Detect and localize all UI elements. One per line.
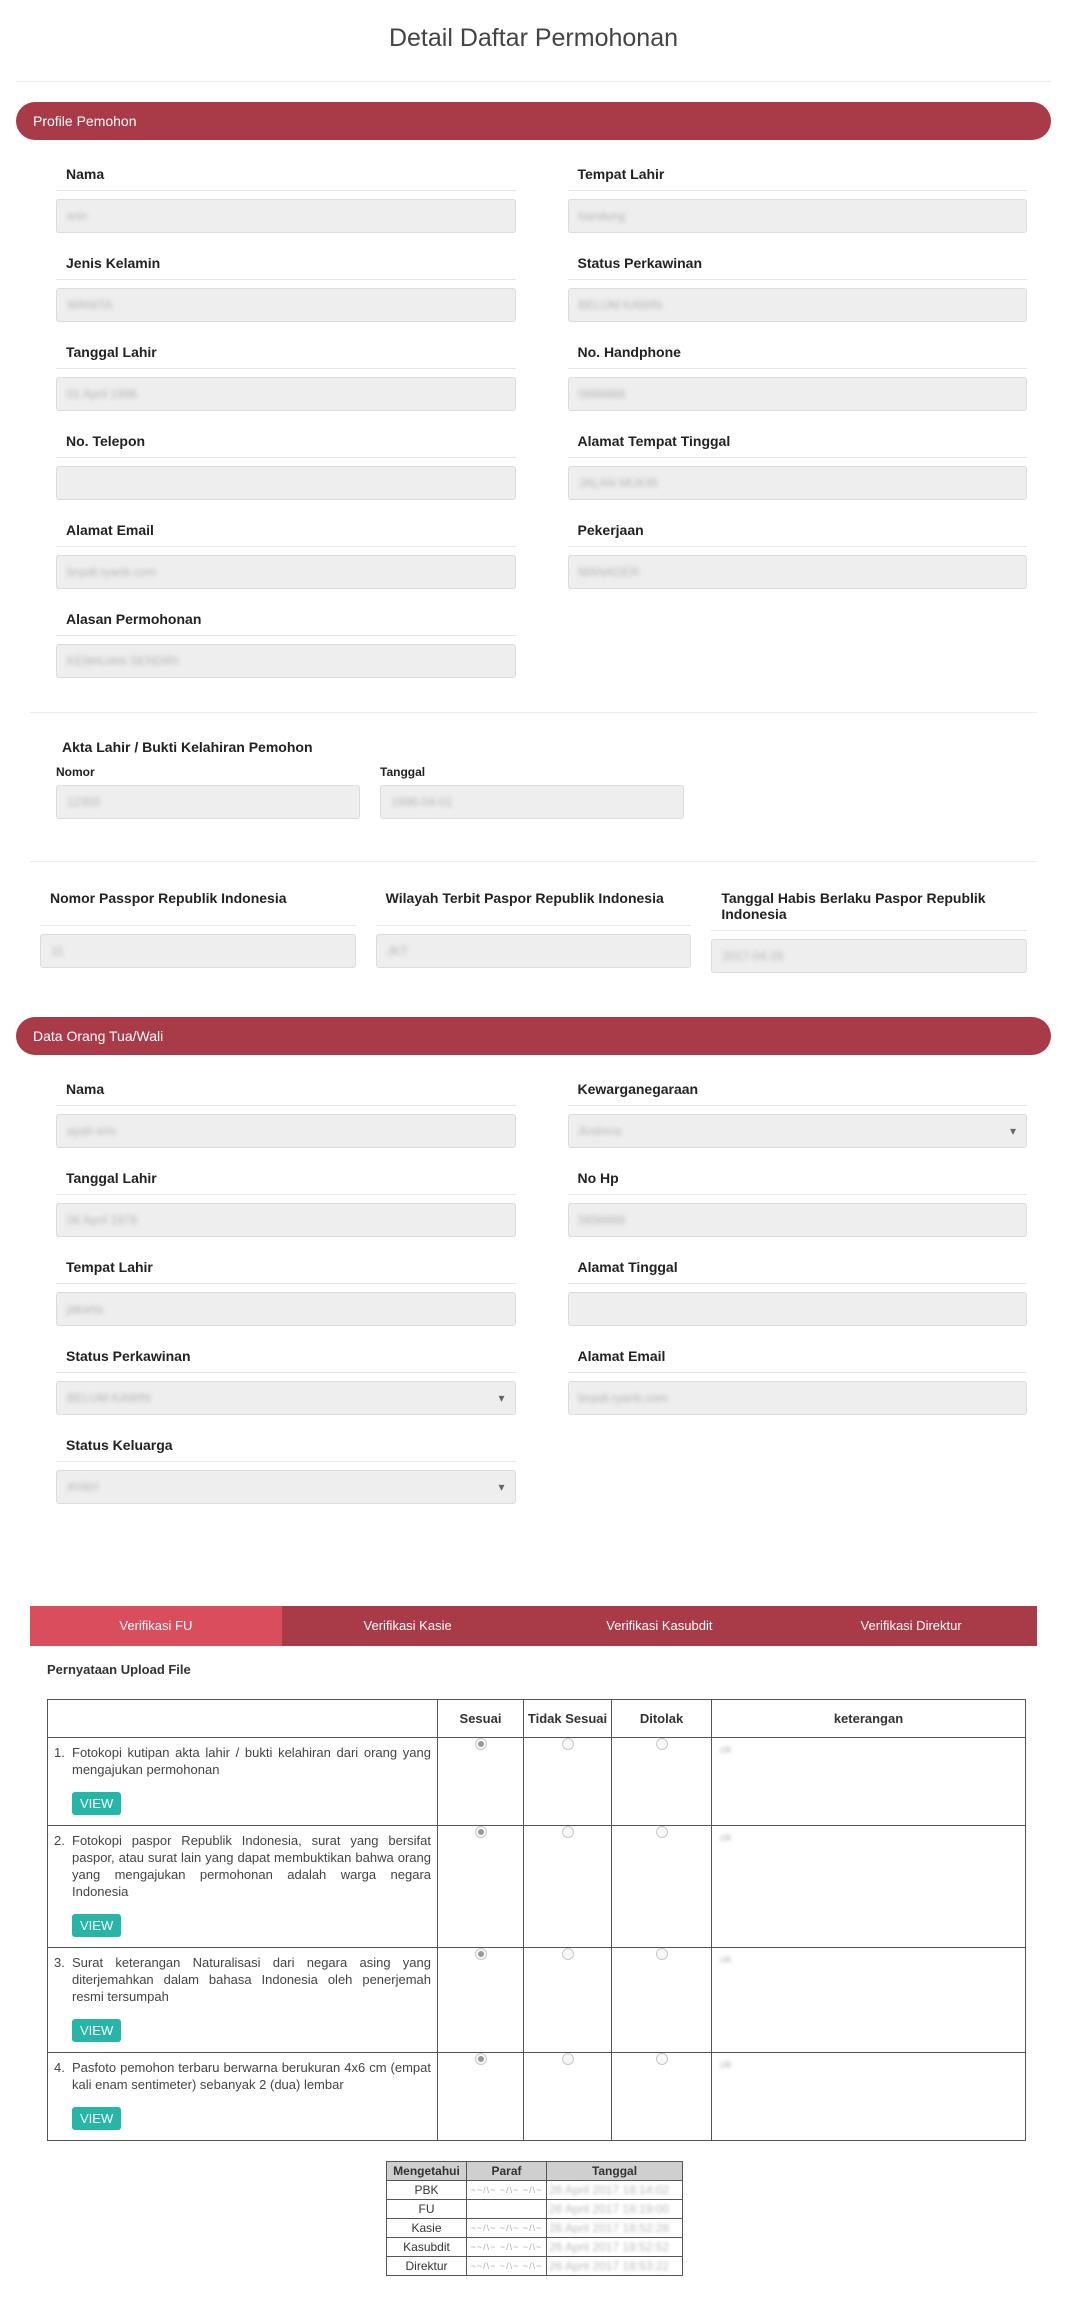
akta-nomor [56,765,360,819]
field-label: Tempat Lahir [568,166,1028,191]
doc-cell [48,2053,438,2141]
parent-no-hp-input[interactable]: 5656666 [568,1203,1028,1237]
keterangan-cell[interactable]: ok [712,1826,1026,1948]
field-alamat-tempat-tinggal [568,433,1028,500]
field-no-telepon [56,433,516,500]
parent-form [0,1081,1067,1526]
upload-table [47,1699,1026,2141]
passport-section [0,862,1067,1017]
tidak-sesuai-radio[interactable] [562,1948,574,1960]
approval-table [386,2161,683,2276]
doc-text: 2. Fotokopi paspor Republik Indonesia, surat yang bersifat paspor, atau surat lain yang dapat membuktikan bahwa orang yang mengajukan permohonan adalah warga negara Indonesia [54,1833,431,1899]
sesuai-cell [438,1738,524,1826]
field-label: Alamat Email [568,1348,1028,1373]
parent-right-column [568,1081,1028,1526]
approval-row [387,2257,683,2276]
table-row [48,2053,1026,2141]
approval-date: 26 April 2017 18:52:52 [547,2238,683,2257]
akta-nomor-input[interactable]: 12355 [56,785,360,819]
tidak-sesuai-cell [524,1948,612,2053]
field-label: Status Perkawinan [568,255,1028,280]
approval-role: Kasubdit [387,2238,467,2257]
field-parent-status-keluarga [56,1437,516,1504]
akta-tanggal-label: Tanggal [380,765,426,779]
table-row [48,1738,1026,1826]
no-telepon-input[interactable] [56,466,516,500]
field-label: No Hp [568,1170,1028,1195]
field-status-perkawinan [568,255,1028,322]
field-wilayah-terbit [376,890,692,995]
approval-header-row [387,2162,683,2181]
doc-text: 1. Fotokopi kutipan akta lahir / bukti kelahiran dari orang yang mengajukan permohonan [54,1745,431,1777]
field-tanggal-habis [711,890,1027,995]
doc-cell [48,1826,438,1948]
wilayah-terbit-input[interactable]: JKT [376,934,692,968]
field-label: Tanggal Lahir [56,344,516,369]
status-perkawinan-input[interactable]: BELUM KAWIN [568,288,1028,322]
approval-role: FU [387,2200,467,2219]
tidak-sesuai-cell [524,2053,612,2141]
view-button[interactable]: VIEW [72,1792,121,1815]
table-header-row [48,1700,1026,1738]
field-label: No. Telepon [56,433,516,458]
field-parent-status-perkawinan [56,1348,516,1415]
header-doc [48,1700,438,1738]
field-parent-kewarganegaraan [568,1081,1028,1148]
sesuai-cell [438,1948,524,2053]
approval-date: 26 April 2017 18:52:28 [547,2219,683,2238]
parent-alamat-tinggal-input[interactable] [568,1292,1028,1326]
field-pekerjaan [568,522,1028,589]
field-label: Jenis Kelamin [56,255,516,280]
sesuai-radio[interactable] [475,1826,487,1838]
tab-verifikasi-fu[interactable]: Verifikasi FU [30,1606,282,1646]
parent-tanggal-lahir-input[interactable]: 06 April 1978 [56,1203,516,1237]
field-nama [56,166,516,233]
sesuai-radio[interactable] [475,1948,487,1960]
no-handphone-input[interactable]: 0888888 [568,377,1028,411]
field-tempat-lahir [568,166,1028,233]
table-row [48,1948,1026,2053]
akta-section [0,713,1067,861]
tidak-sesuai-cell [524,1826,612,1948]
approval-date: 26 April 2017 18:53:22 [547,2257,683,2276]
field-label: Alamat Email [56,522,516,547]
profile-left-column [56,166,516,700]
field-label: Pekerjaan [568,522,1028,547]
field-label: Nama [56,166,516,191]
approval-role: Direktur [387,2257,467,2276]
field-label: Alamat Tempat Tinggal [568,433,1028,458]
field-label: Kewarganegaraan [568,1081,1028,1106]
field-parent-alamat-email [568,1348,1028,1415]
sesuai-radio[interactable] [475,1738,487,1750]
akta-row [56,765,1011,819]
field-label: Tanggal Habis Berlaku Paspor Republik Indonesia [711,890,1027,931]
akta-nomor-label: Nomor [56,765,95,779]
field-alasan-permohonan [56,611,516,678]
header-tidak-sesuai: Tidak Sesuai [524,1700,612,1738]
doc-text: 3. Surat keterangan Naturalisasi dari negara asing yang diterjemahkan dalam bahasa Indonesia oleh penerjemah resmi tersumpah [54,1955,431,2004]
field-nomor-paspor [40,890,356,995]
table-row [48,1826,1026,1948]
field-label: Tempat Lahir [56,1259,516,1284]
ditolak-cell [612,2053,712,2141]
field-parent-alamat-tinggal [568,1259,1028,1326]
tanggal-habis-input[interactable]: 2017-04-26 [711,939,1027,973]
header-sesuai: Sesuai [438,1700,524,1738]
section-header-profile: Profile Pemohon [16,102,1051,140]
field-jenis-kelamin [56,255,516,322]
parent-kewarganegaraan-select[interactable]: Andorra ▾ [568,1114,1028,1148]
tab-verifikasi-kasubdit[interactable]: Verifikasi Kasubdit [606,1618,713,1633]
doc-cell [48,1948,438,2053]
signature: ~~/\~ ~/\~ ~/\~ [467,2219,547,2238]
signature: ~~/\~ ~/\~ ~/\~ [467,2238,547,2257]
keterangan-cell[interactable]: ok [712,1948,1026,2053]
profile-form [0,166,1067,700]
header-tanggal: Tanggal [547,2162,683,2181]
header-paraf: Paraf [467,2162,547,2181]
tidak-sesuai-radio[interactable] [562,1826,574,1838]
tidak-sesuai-cell [524,1738,612,1826]
header-mengetahui: Mengetahui [387,2162,467,2181]
upload-title: Pernyataan Upload File [47,1662,191,1677]
field-label: Wilayah Terbit Paspor Republik Indonesia [376,890,692,926]
header-ditolak: Ditolak [612,1700,712,1738]
sesuai-cell [438,1826,524,1948]
approval-row [387,2181,683,2200]
section-header-parent: Data Orang Tua/Wali [16,1017,1051,1055]
doc-text: 4. Pasfoto pemohon terbaru berwarna berukuran 4x6 cm (empat kali enam sentimeter) sebanyak 2 (dua) lembar [54,2060,431,2092]
field-label: Status Perkawinan [56,1348,516,1373]
tidak-sesuai-radio[interactable] [562,2053,574,2065]
page-title: Detail Daftar Permohonan [16,0,1051,82]
ditolak-cell [612,1948,712,2053]
field-label: Alamat Tinggal [568,1259,1028,1284]
parent-status-perkawinan-select[interactable]: BELUM KAWIN ▾ [56,1381,516,1415]
parent-status-keluarga-select[interactable]: AYAH ▾ [56,1470,516,1504]
ditolak-radio[interactable] [656,1738,668,1750]
parent-nama-input[interactable]: ayah erin [56,1114,516,1148]
field-label: Nomor Passpor Republik Indonesia [40,890,356,926]
alasan-permohonan-input[interactable]: KEMAUAN SENDIRI [56,644,516,678]
field-label: Status Keluarga [56,1437,516,1462]
field-parent-tanggal-lahir [56,1170,516,1237]
profile-right-column [568,166,1028,700]
view-button[interactable]: VIEW [72,1914,121,1937]
ditolak-radio[interactable] [656,1826,668,1838]
parent-left-column [56,1081,516,1526]
doc-cell [48,1738,438,1826]
tab-verifikasi-direktur[interactable]: Verifikasi Direktur [860,1618,962,1633]
jenis-kelamin-input[interactable]: WANITA [56,288,516,322]
ditolak-cell [612,1826,712,1948]
field-parent-no-hp [568,1170,1028,1237]
nama-input[interactable]: erin [56,199,516,233]
tanggal-lahir-input[interactable]: 01 April 1996 [56,377,516,411]
tempat-lahir-input[interactable]: bandung [568,199,1028,233]
alamat-email-input[interactable]: bnpdt.ryanb.com [56,555,516,589]
akta-title: Akta Lahir / Bukti Kelahiran Pemohon [62,739,313,755]
pekerjaan-input[interactable]: MANAGER [568,555,1028,589]
sesuai-cell [438,2053,524,2141]
field-label: No. Handphone [568,344,1028,369]
field-parent-nama [56,1081,516,1148]
approval-role: PBK [387,2181,467,2200]
field-label: Tanggal Lahir [56,1170,516,1195]
tidak-sesuai-radio[interactable] [562,1738,574,1750]
field-tanggal-lahir [56,344,516,411]
akta-tanggal-input[interactable]: 1996-04-01 [380,785,684,819]
ditolak-radio[interactable] [656,2053,668,2065]
approval-row [387,2219,683,2238]
keterangan-cell[interactable]: ok [712,1738,1026,1826]
field-parent-tempat-lahir [56,1259,516,1326]
view-button[interactable]: VIEW [72,2019,121,2042]
field-no-handphone [568,344,1028,411]
approval-date: 26 April 2017 18:19:00 [547,2200,683,2219]
approval-row [387,2200,683,2219]
parent-alamat-email-input[interactable]: bnpdt.ryanb.com [568,1381,1028,1415]
ditolak-radio[interactable] [656,1948,668,1960]
signature: ~~/\~ ~/\~ ~/\~ [467,2257,547,2276]
signature [467,2200,547,2219]
approval-date: 26 April 2017 18:14:02 [547,2181,683,2200]
header-keterangan: keterangan [712,1700,1026,1738]
akta-tanggal [380,765,684,819]
keterangan-cell[interactable]: ok [712,2053,1026,2141]
verification-tabs [30,1606,1037,1646]
approval-role: Kasie [387,2219,467,2238]
sesuai-radio[interactable] [475,2053,487,2065]
field-alamat-email [56,522,516,589]
nomor-paspor-input[interactable]: 11 [40,934,356,968]
approval-row [387,2238,683,2257]
parent-tempat-lahir-input[interactable]: jakarta [56,1292,516,1326]
ditolak-cell [612,1738,712,1826]
field-label: Alasan Permohonan [56,611,516,636]
field-label: Nama [56,1081,516,1106]
alamat-tempat-tinggal-input[interactable]: JALAN MUKIR [568,466,1028,500]
view-button[interactable]: VIEW [72,2107,121,2130]
signature: ~~/\~ ~/\~ ~/\~ [467,2181,547,2200]
tab-verifikasi-kasie[interactable]: Verifikasi Kasie [363,1618,452,1633]
